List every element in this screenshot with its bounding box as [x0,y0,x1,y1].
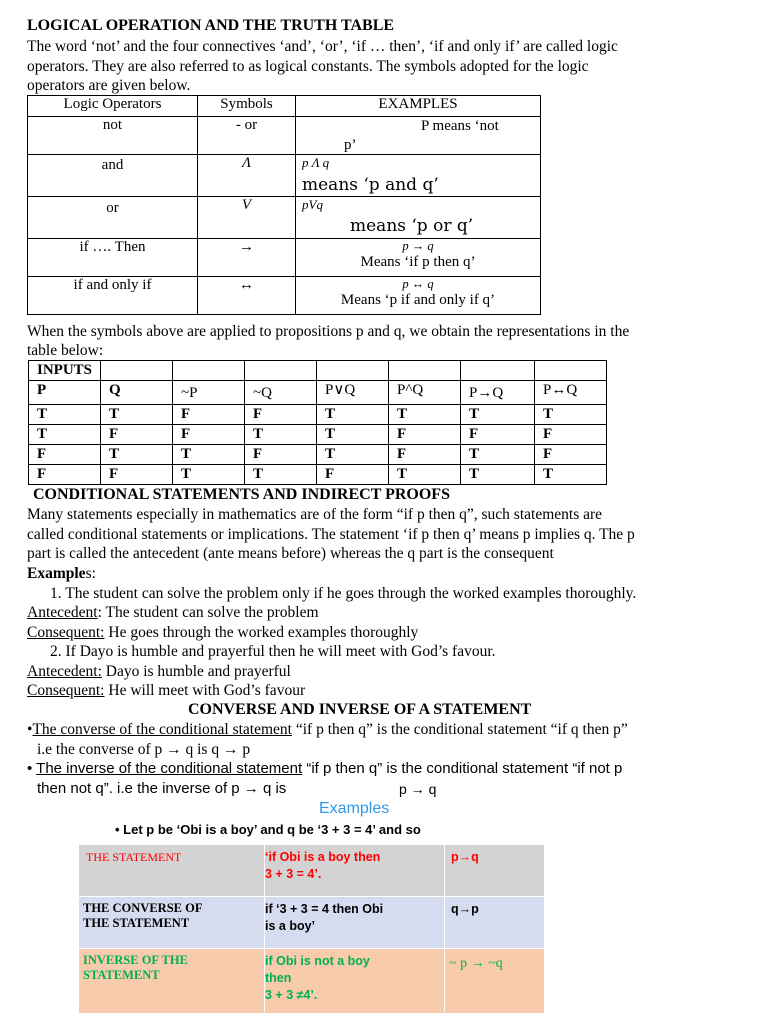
header-symbols: Symbols [198,96,296,117]
truth-intro-line-2: table below: [27,342,104,359]
op-or: or [28,197,198,239]
example-if-then: p → q Means ‘if p then q’ [296,239,541,277]
truth-table [28,360,607,485]
consequent-2: Consequent: He will meet with God’s favour [27,682,306,699]
let-line: • Let p be ‘Obi is a boy’ and q be ‘3 + 3 = 4’ and so [115,822,421,837]
antecedent-2: Antecedent: Dayo is humble and prayerful [27,663,291,680]
table-row: T T F F T T T T [29,405,607,425]
header-examples: EXAMPLES [296,96,541,117]
op-if-then: if …. Then [28,239,198,277]
conditional-para-1: Many statements especially in mathematics are of the form “if p then q”, such statements are [27,506,603,523]
truth-intro-line-1: When the symbols above are applied to propositions p and q, we obtain the representations in the [27,323,630,340]
inverse-row [79,948,544,1013]
intro-line-1: The word ‘not’ and the four connectives ‘and’, ‘or’, ‘if … then’, ‘if and only if’ are called logic [27,38,618,55]
inverse-line-2: then not q”. i.e the inverse of p → q is [37,780,287,797]
examples-box-heading: Examples [319,800,390,817]
example-iff: p ↔ q Means ‘p if and only if q’ [296,277,541,315]
sym-or: V [198,197,296,239]
statement-label: THE STATEMENT [86,850,182,864]
converse-text: if ‘3 + 3 = 4 then Obi is a boy’ [265,902,384,933]
page-title: LOGICAL OPERATION AND THE TRUTH TABLE [27,17,395,34]
inverse-symbol-box: ~ p → ~q [449,956,503,971]
antecedent-1: Antecedent: The student can solve the problem [27,604,319,621]
col-p: P [29,381,101,405]
header-logic-operators: Logic Operators [28,96,198,117]
converse-row [79,896,544,949]
table-row: T F F T T F F F [29,425,607,445]
example-2: 2. If Dayo is humble and prayerful then he will meet with God’s favour. [50,643,496,660]
conditional-para-2: called conditional statements or implications. The statement ‘if p then q’ means p implies q. The p [27,526,635,543]
op-iff: if and only if [28,277,198,315]
col-p-and-q: P^Q [389,381,461,405]
table-row: F F T T F T T T [29,465,607,485]
statement-symbol: p→q [451,850,479,864]
conditional-title: CONDITIONAL STATEMENTS AND INDIRECT PROOFS [33,486,450,503]
sym-iff: ↔ [198,277,296,315]
converse-line-2: i.e the converse of p → q is q → p [37,741,251,758]
col-p-or-q: P∨Q [317,381,389,405]
sym-not: - or [198,117,296,155]
converse-label: THE CONVERSE OF THE STATEMENT [83,901,203,930]
table-row: F T T F T F T F [29,445,607,465]
box-divider [264,844,265,1012]
col-not-q: ~Q [245,381,317,405]
col-p-implies-q: P→Q [461,381,535,405]
example-not: P means ‘not p’ [296,117,541,155]
inverse-line-1: • The inverse of the conditional statement “if p then q” is the conditional statement “if not p [27,760,623,777]
op-not: not [28,117,198,155]
conditional-para-3: part is called the antecedent (ante means before) whereas the q part is the consequent [27,545,554,562]
col-p-iff-q: P↔Q [535,381,607,405]
inputs-label: INPUTS [29,361,101,381]
converse-symbol: q→p [451,902,479,916]
example-1: 1. The student can solve the problem only if he goes through the worked examples thoroughly. [50,585,637,602]
intro-line-3: operators are given below. [27,77,191,94]
example-or: pVq means ‘p or q’ [296,197,541,239]
inverse-text: if Obi is not a boy then 3 + 3 ≠4’. [265,954,370,1002]
converse-line-1: •The converse of the conditional statement “if p then q” is the conditional statement “if q then p” [27,721,628,738]
statement-row [79,844,544,897]
col-q: Q [101,381,173,405]
op-and: and [28,155,198,197]
statement-text: ‘if Obi is a boy then 3 + 3 = 4’. [265,850,381,881]
inverse-label: INVERSE OF THE STATEMENT [83,953,188,982]
sym-and: Λ [198,155,296,197]
box-divider [444,844,445,1012]
sym-if-then: → [198,239,296,277]
col-not-p: ~P [173,381,245,405]
consequent-1: Consequent: He goes through the worked examples thoroughly [27,624,419,641]
logic-operators-table [27,95,541,315]
converse-title: CONVERSE AND INVERSE OF A STATEMENT [188,701,532,718]
intro-line-2: operators. They are also referred to as logical constants. The symbols adopted for the logic [27,58,589,75]
examples-heading: Examples: [27,565,96,582]
example-and: p Λ q means ‘p and q’ [296,155,541,197]
inverse-symbol: p → q [399,781,437,797]
